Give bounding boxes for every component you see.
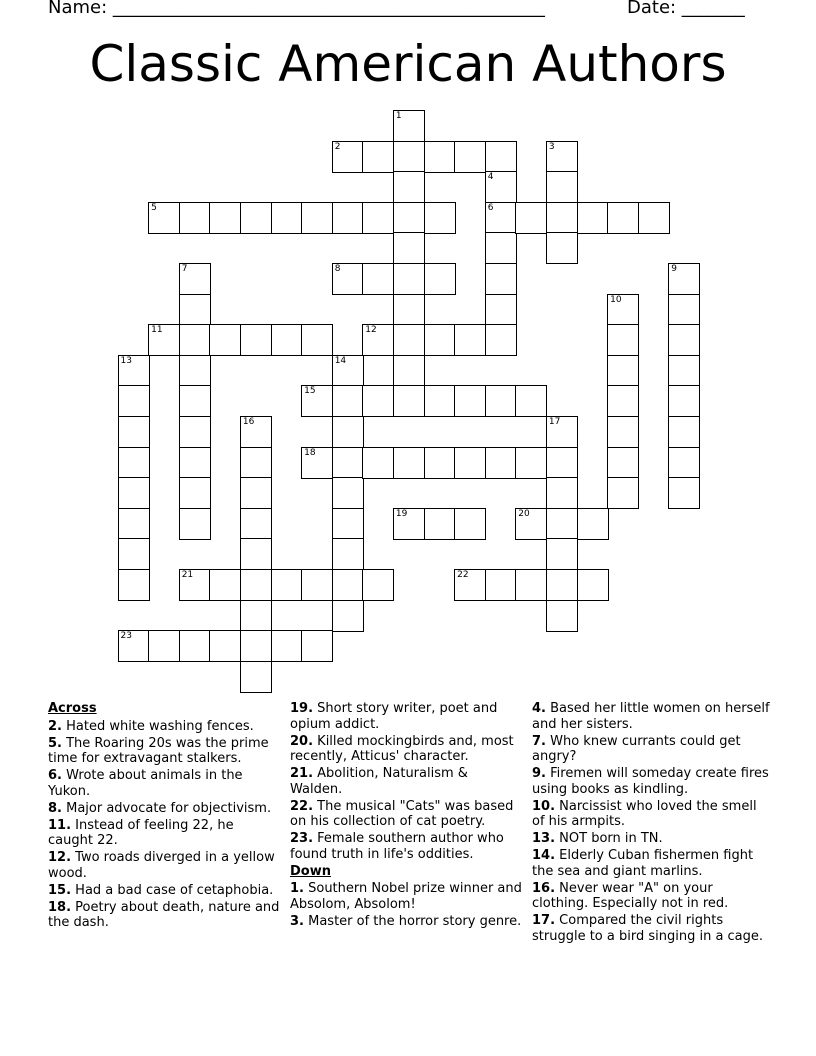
grid-cell[interactable] xyxy=(179,508,211,540)
clue-across-12: 12. Two roads diverged in a yellow wood. xyxy=(48,850,275,881)
grid-cell[interactable] xyxy=(179,263,211,295)
grid-cell[interactable] xyxy=(332,538,364,570)
grid-cell[interactable] xyxy=(668,355,700,387)
grid-cell[interactable] xyxy=(179,447,211,479)
clue-across-21: 21. Abolition, Naturalism & Walden. xyxy=(290,766,468,797)
grid-cell[interactable] xyxy=(607,355,639,387)
grid-cell[interactable] xyxy=(393,263,425,295)
clue-down-16: 16. Never wear "A" on your clothing. Especially not in red. xyxy=(532,880,729,911)
grid-cell[interactable] xyxy=(607,202,639,234)
grid-cell[interactable] xyxy=(424,141,456,173)
clue-down-14: 14. Elderly Cuban fishermen fight the sea and giant marlins. xyxy=(532,848,754,879)
clue-number: 6 xyxy=(487,202,494,213)
grid-cell[interactable] xyxy=(301,202,333,234)
grid-cell[interactable] xyxy=(271,569,303,601)
grid-cell[interactable] xyxy=(332,263,364,295)
grid-cell[interactable] xyxy=(240,538,272,570)
grid-cell[interactable] xyxy=(515,447,547,479)
clue-down-13: 13. NOT born in TN. xyxy=(532,831,663,846)
grid-cell[interactable] xyxy=(485,569,517,601)
grid-cell[interactable] xyxy=(179,477,211,509)
grid-cell[interactable] xyxy=(209,630,241,662)
clue-number: 1 xyxy=(395,111,402,121)
clue-number: 8 xyxy=(334,264,341,274)
grid-cell[interactable] xyxy=(424,202,456,234)
grid-cell[interactable] xyxy=(424,324,456,356)
grid-cell[interactable] xyxy=(332,355,364,387)
grid-cell[interactable] xyxy=(148,630,180,662)
grid-cell[interactable] xyxy=(454,569,486,601)
grid-cell[interactable] xyxy=(301,324,333,356)
grid-cell[interactable] xyxy=(668,324,700,356)
grid-cell[interactable] xyxy=(638,202,670,234)
grid-cell[interactable] xyxy=(424,447,456,479)
grid-cell[interactable] xyxy=(546,447,578,479)
grid-cell[interactable] xyxy=(393,355,425,387)
clue-number: 18 xyxy=(304,447,316,458)
grid-cell[interactable] xyxy=(118,630,150,662)
grid-cell[interactable] xyxy=(332,385,364,417)
grid-cell[interactable] xyxy=(393,385,425,417)
grid-cell[interactable] xyxy=(668,477,700,509)
grid-cell[interactable] xyxy=(271,324,303,356)
date-field[interactable]: Date: _______ xyxy=(627,0,745,18)
grid-cell[interactable] xyxy=(668,416,700,448)
grid-cell[interactable] xyxy=(148,324,180,356)
down-heading: Down xyxy=(290,863,331,879)
clue-number: 3 xyxy=(548,141,555,152)
clue-number: 13 xyxy=(120,355,132,366)
grid-cell[interactable] xyxy=(240,630,272,662)
clue-number: 7 xyxy=(181,264,188,274)
grid-cell[interactable] xyxy=(179,569,211,601)
grid-cell[interactable] xyxy=(362,202,394,234)
clues-column-1 xyxy=(48,701,280,932)
grid-cell[interactable] xyxy=(301,569,333,601)
grid-cell[interactable] xyxy=(546,477,578,509)
grid-cell[interactable] xyxy=(332,569,364,601)
grid-cell[interactable] xyxy=(332,141,364,173)
grid-cell[interactable] xyxy=(546,416,578,448)
grid-cell[interactable] xyxy=(362,569,394,601)
clue-down-1: 1. Southern Nobel prize winner and Absolom, Absolom! xyxy=(290,881,522,912)
grid-cell[interactable] xyxy=(240,569,272,601)
grid-cell[interactable] xyxy=(485,447,517,479)
grid-cell[interactable] xyxy=(485,171,517,203)
grid-cell[interactable] xyxy=(271,630,303,662)
grid-cell[interactable] xyxy=(179,355,211,387)
grid-cell[interactable] xyxy=(118,355,150,387)
grid-cell[interactable] xyxy=(301,385,333,417)
grid-cell[interactable] xyxy=(515,569,547,601)
clue-number: 12 xyxy=(365,325,377,336)
grid-cell[interactable] xyxy=(668,447,700,479)
grid-cell[interactable] xyxy=(424,263,456,295)
grid-cell[interactable] xyxy=(332,600,364,632)
grid-cell[interactable] xyxy=(240,508,272,540)
grid-cell[interactable] xyxy=(577,202,609,234)
clue-number: 9 xyxy=(671,264,678,274)
grid-cell[interactable] xyxy=(485,202,517,234)
grid-cell[interactable] xyxy=(393,202,425,234)
grid-cell[interactable] xyxy=(209,569,241,601)
grid-cell[interactable] xyxy=(301,447,333,479)
grid-cell[interactable] xyxy=(454,385,486,417)
grid-cell[interactable] xyxy=(362,385,394,417)
grid-cell[interactable] xyxy=(118,477,150,509)
clue-number: 16 xyxy=(242,417,255,427)
grid-cell[interactable] xyxy=(546,202,578,234)
grid-cell[interactable] xyxy=(362,447,394,479)
grid-cell[interactable] xyxy=(515,508,547,540)
grid-cell[interactable] xyxy=(607,477,639,509)
grid-cell[interactable] xyxy=(118,538,150,570)
clue-number: 20 xyxy=(518,508,530,519)
grid-cell[interactable] xyxy=(515,202,547,234)
clue-down-10: 10. Narcissist who loved the smell of his armpits. xyxy=(532,798,757,829)
grid-cell[interactable] xyxy=(607,447,639,479)
grid-cell[interactable] xyxy=(393,508,425,540)
grid-cell[interactable] xyxy=(240,477,272,509)
grid-cell[interactable] xyxy=(118,508,150,540)
clue-across-15: 15. Had a bad case of cetaphobia. xyxy=(48,882,274,898)
grid-cell[interactable] xyxy=(240,202,272,234)
grid-cell[interactable] xyxy=(118,385,150,417)
grid-cell[interactable] xyxy=(118,569,150,601)
grid-cell[interactable] xyxy=(393,141,425,173)
grid-cell[interactable] xyxy=(240,416,272,448)
clue-number: 14 xyxy=(334,355,347,366)
clue-down-7: 7. Who knew currants could get angry? xyxy=(532,733,741,764)
clue-number: 17 xyxy=(548,417,561,427)
grid-cell[interactable] xyxy=(393,294,425,326)
clue-number: 5 xyxy=(151,202,157,213)
grid-cell[interactable] xyxy=(271,202,303,234)
grid-cell[interactable] xyxy=(332,416,364,448)
grid-cell[interactable] xyxy=(393,171,425,203)
grid-cell[interactable] xyxy=(301,630,333,662)
grid-cell[interactable] xyxy=(332,477,364,509)
clue-number: 10 xyxy=(610,294,622,305)
grid-cell[interactable] xyxy=(179,385,211,417)
clue-across-6: 6. Wrote about animals in the Yukon. xyxy=(48,768,243,799)
grid-cell[interactable] xyxy=(546,538,578,570)
clue-across-2: 2. Hated white washing fences. xyxy=(48,718,254,734)
grid-cell[interactable] xyxy=(546,569,578,601)
clue-across-19: 19. Short story writer, poet and opium addict. xyxy=(290,701,498,732)
clue-across-8: 8. Major advocate for objectivism. xyxy=(48,800,272,816)
grid-cell[interactable] xyxy=(209,202,241,234)
clue-number: 23 xyxy=(120,631,132,642)
grid-cell[interactable] xyxy=(485,232,517,264)
grid-cell[interactable] xyxy=(515,385,547,417)
grid-cell[interactable] xyxy=(668,294,700,326)
clue-across-22: 22. The musical "Cats" was based on his collection of cat poetry. xyxy=(290,798,514,829)
grid-cell[interactable] xyxy=(332,202,364,234)
clue-number: 19 xyxy=(395,508,408,519)
grid-cell[interactable] xyxy=(546,508,578,540)
grid-cell[interactable] xyxy=(454,508,486,540)
grid-cell[interactable] xyxy=(546,141,578,173)
clue-down-4: 4. Based her little women on herself and her sisters. xyxy=(532,701,770,732)
grid-cell[interactable] xyxy=(485,385,517,417)
clue-across-20: 20. Killed mockingbirds and, most recently, Atticus' character. xyxy=(290,733,514,764)
grid-cell[interactable] xyxy=(332,508,364,540)
clue-across-23: 23. Female southern author who found truth in life's oddities. xyxy=(290,831,504,862)
grid-cell[interactable] xyxy=(546,232,578,264)
clue-down-3: 3. Master of the horror story genre. xyxy=(290,913,522,929)
grid-cell[interactable] xyxy=(179,630,211,662)
grid-cell[interactable] xyxy=(454,324,486,356)
clue-number: 4 xyxy=(487,172,494,183)
grid-cell[interactable] xyxy=(607,416,639,448)
grid-cell[interactable] xyxy=(179,294,211,326)
grid-cell[interactable] xyxy=(577,508,609,540)
page-title: Classic American Authors xyxy=(89,35,727,93)
grid-cell[interactable] xyxy=(668,385,700,417)
grid-cell[interactable] xyxy=(393,324,425,356)
grid-cell[interactable] xyxy=(485,324,517,356)
grid-cell[interactable] xyxy=(577,569,609,601)
grid-cell[interactable] xyxy=(485,141,517,173)
grid-cell[interactable] xyxy=(118,416,150,448)
grid-cell[interactable] xyxy=(393,447,425,479)
clue-across-5: 5. The Roaring 20s was the prime time for extravagant stalkers. xyxy=(48,735,269,766)
grid-cell[interactable] xyxy=(148,202,180,234)
grid-cell[interactable] xyxy=(424,385,456,417)
grid-cell[interactable] xyxy=(179,416,211,448)
grid-cell[interactable] xyxy=(240,324,272,356)
grid-cell[interactable] xyxy=(240,447,272,479)
grid-cell[interactable] xyxy=(668,263,700,295)
grid-cell[interactable] xyxy=(179,324,211,356)
grid-cell[interactable] xyxy=(393,110,425,142)
grid-cell[interactable] xyxy=(485,294,517,326)
clue-number: 11 xyxy=(151,325,163,336)
grid-cell[interactable] xyxy=(332,447,364,479)
grid-cell[interactable] xyxy=(485,263,517,295)
clue-down-17: 17. Compared the civil rights struggle to a bird singing in a cage. xyxy=(532,913,764,944)
clue-across-18: 18. Poetry about death, nature and the dash. xyxy=(48,899,280,930)
grid-cell[interactable] xyxy=(179,202,211,234)
grid-cell[interactable] xyxy=(393,232,425,264)
clue-across-11: 11. Instead of feeling 22, he caught 22. xyxy=(48,817,234,848)
name-field[interactable]: Name: ________________________________________________ xyxy=(48,0,545,18)
clue-down-9: 9. Firemen will someday create fires using books as kindling. xyxy=(532,766,769,797)
clue-number: 15 xyxy=(304,386,316,397)
grid-cell[interactable] xyxy=(607,385,639,417)
clue-number: 21 xyxy=(181,570,194,580)
grid-cell[interactable] xyxy=(546,171,578,203)
clues-column-2 xyxy=(290,701,522,931)
grid-cell[interactable] xyxy=(454,141,486,173)
grid-cell[interactable] xyxy=(362,141,394,173)
grid-cell[interactable] xyxy=(118,447,150,479)
clues-column-3 xyxy=(532,701,772,946)
grid-cell[interactable] xyxy=(240,600,272,632)
grid-cell[interactable] xyxy=(424,508,456,540)
clue-number: 2 xyxy=(334,141,341,152)
across-heading: Across xyxy=(48,701,97,716)
grid-cell[interactable] xyxy=(546,600,578,632)
grid-cell[interactable] xyxy=(454,447,486,479)
grid-cell[interactable] xyxy=(607,294,639,326)
grid-cell[interactable] xyxy=(240,661,272,693)
clue-number: 22 xyxy=(457,570,469,580)
grid-cell[interactable] xyxy=(607,324,639,356)
grid-cell[interactable] xyxy=(209,324,241,356)
grid-cell[interactable] xyxy=(362,263,394,295)
grid-cell[interactable] xyxy=(362,324,394,356)
